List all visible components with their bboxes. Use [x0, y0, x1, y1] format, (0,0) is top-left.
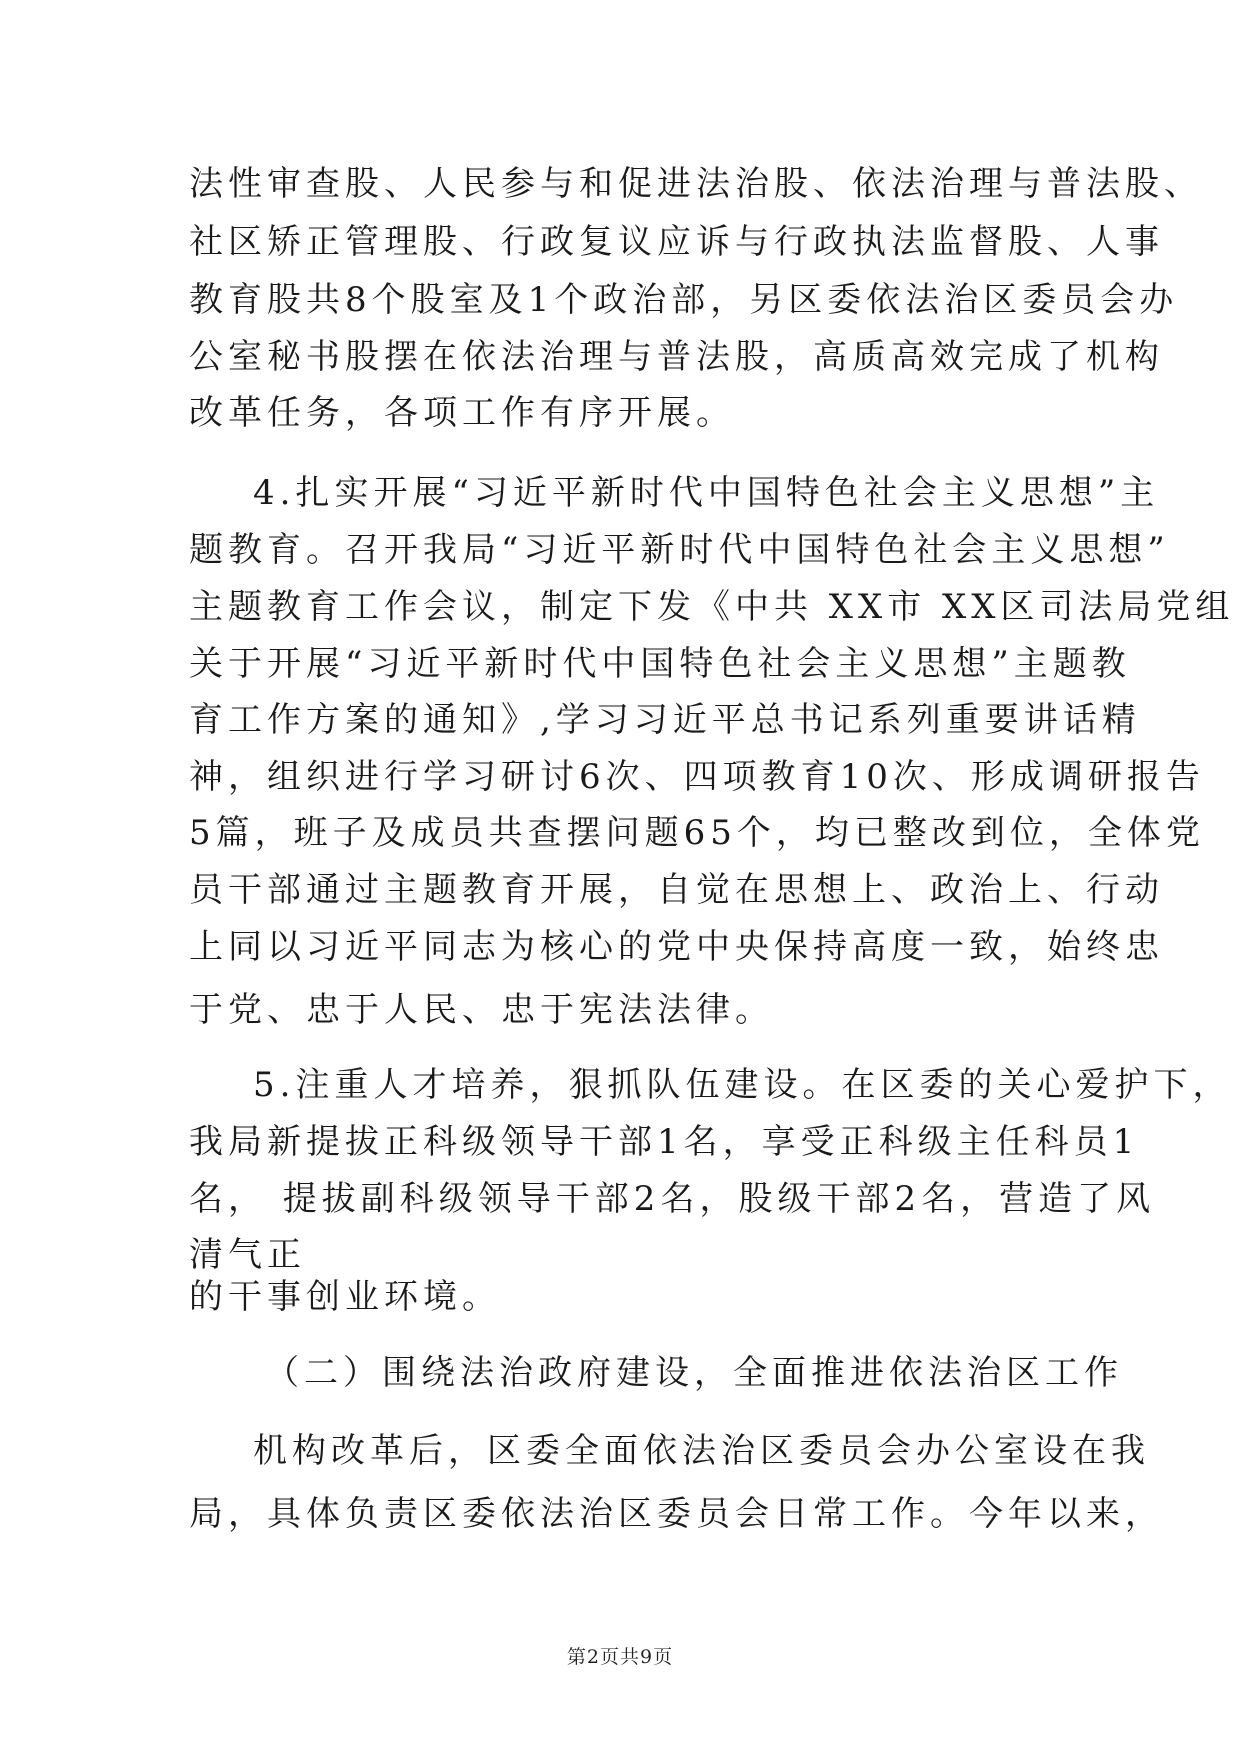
- page-number-footer: 第2页共9页: [566, 1646, 674, 1668]
- body-text-line: 改革任务，各项工作有序开展。: [189, 393, 735, 433]
- body-text-line: 名， 提拔副科级领导干部2名，股级干部2名，营造了风: [189, 1179, 1156, 1219]
- body-text-line: 育工作方案的通知》,学习习近平总书记系列重要讲话精: [189, 700, 1141, 740]
- section-heading: （二）围绕法治政府建设，全面推进依法治区工作: [265, 1353, 1123, 1393]
- body-text-line: 主题教育工作会议，制定下发《中共 XX市 XX区司法局党组: [189, 587, 1235, 627]
- body-text-line: 社区矫正管理股、行政复议应诉与行政执法监督股、人事: [189, 222, 1164, 262]
- body-text-line: 我局新提拔正科级领导干部1名，享受正科级主任科员1: [189, 1122, 1140, 1162]
- body-text-line: 4.扎实开展“习近平新时代中国特色社会主义思想”主: [253, 473, 1160, 513]
- body-text-line: 局，具体负责区委依法治区委员会日常工作。今年以来，: [189, 1494, 1164, 1534]
- body-text-line: 关于开展“习近平新时代中国特色社会主义思想”主题教: [189, 644, 1131, 684]
- body-text-line: 法性审查股、人民参与和促进法治股、依法治理与普法股、: [189, 164, 1203, 204]
- body-text-line: 员干部通过主题教育开展，自觉在思想上、政治上、行动: [189, 870, 1164, 910]
- body-text-line: 5.注重人才培养，狠抓队伍建设。在区委的关心爱护下，: [253, 1065, 1232, 1105]
- body-text-line: 教育股共8个股室及1个政治部，另区委依法治区委员会办: [189, 280, 1179, 320]
- body-text-line: 于党、忠于人民、忠于宪法法律。: [189, 990, 774, 1030]
- body-text-line: 5篇，班子及成员共查摆问题65个，均已整改到位，全体党: [189, 813, 1205, 853]
- body-text-line: 机构改革后，区委全面依法治区委员会办公室设在我: [253, 1431, 1150, 1471]
- body-text-line: 上同以习近平同志为核心的党中央保持高度一致，始终忠: [189, 927, 1164, 967]
- body-text-line: 公室秘书股摆在依法治理与普法股，高质高效完成了机构: [189, 337, 1164, 377]
- body-text-line: 清气正: [189, 1235, 306, 1275]
- body-text-line: 题教育。召开我局“习近平新时代中国特色社会主义思想”: [189, 530, 1170, 570]
- body-text-line: 神，组织进行学习研讨6次、四项教育10次、形成调研报告: [189, 757, 1205, 797]
- body-text-line: 的干事创业环境。: [189, 1277, 501, 1317]
